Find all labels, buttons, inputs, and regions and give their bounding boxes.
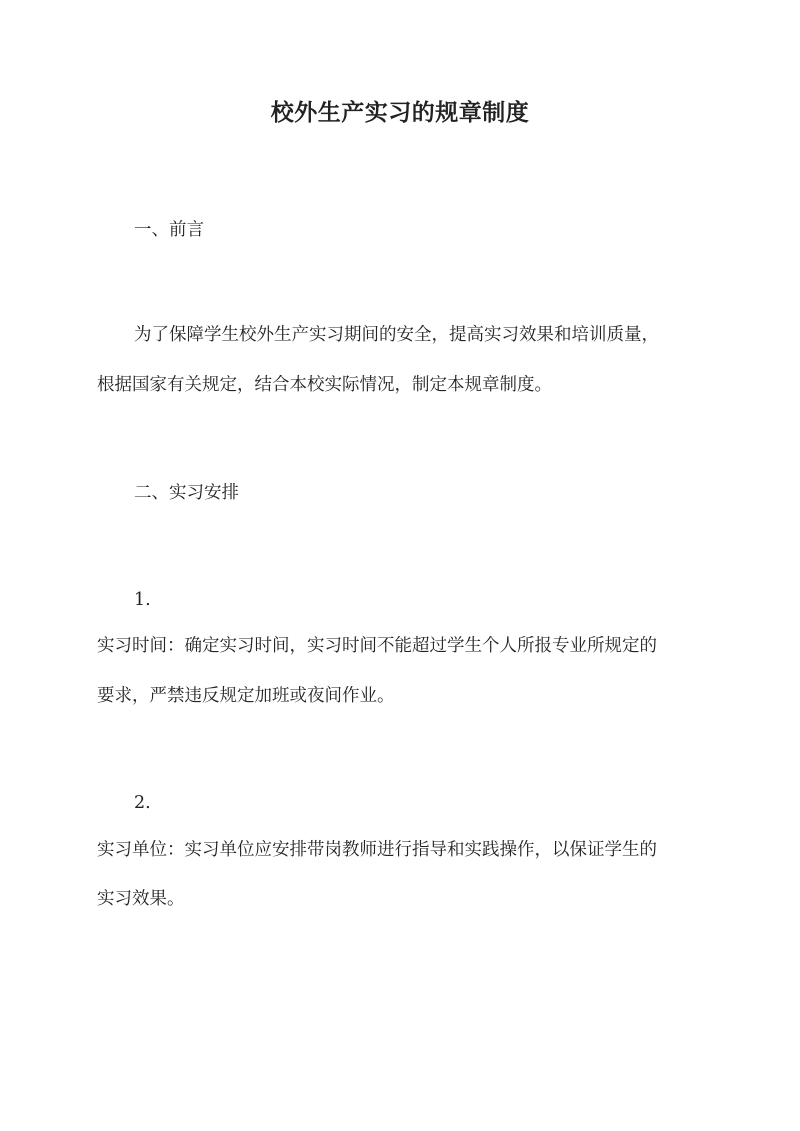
list-item-number: 2. — [134, 793, 151, 813]
list-item-line: 实习单位：实习单位应安排带岗教师进行指导和实践操作，以保证学生的 — [97, 840, 657, 860]
list-item-line: 实习时间：确定实习时间，实习时间不能超过学生个人所报专业所规定的 — [97, 636, 657, 656]
paragraph-line: 根据国家有关规定，结合本校实际情况，制定本规章制度。 — [97, 375, 552, 395]
list-item-line: 实习效果。 — [97, 889, 185, 909]
section-heading-preface: 一、前言 — [134, 220, 204, 240]
list-item-line: 要求，严禁违反规定加班或夜间作业。 — [97, 686, 395, 706]
section-heading-arrangement: 二、实习安排 — [134, 483, 239, 503]
paragraph-line: 为了保障学生校外生产实习期间的安全，提高实习效果和培训质量， — [134, 325, 659, 345]
document-title: 校外生产实习的规章制度 — [270, 99, 530, 126]
list-item-number: 1. — [134, 590, 151, 610]
